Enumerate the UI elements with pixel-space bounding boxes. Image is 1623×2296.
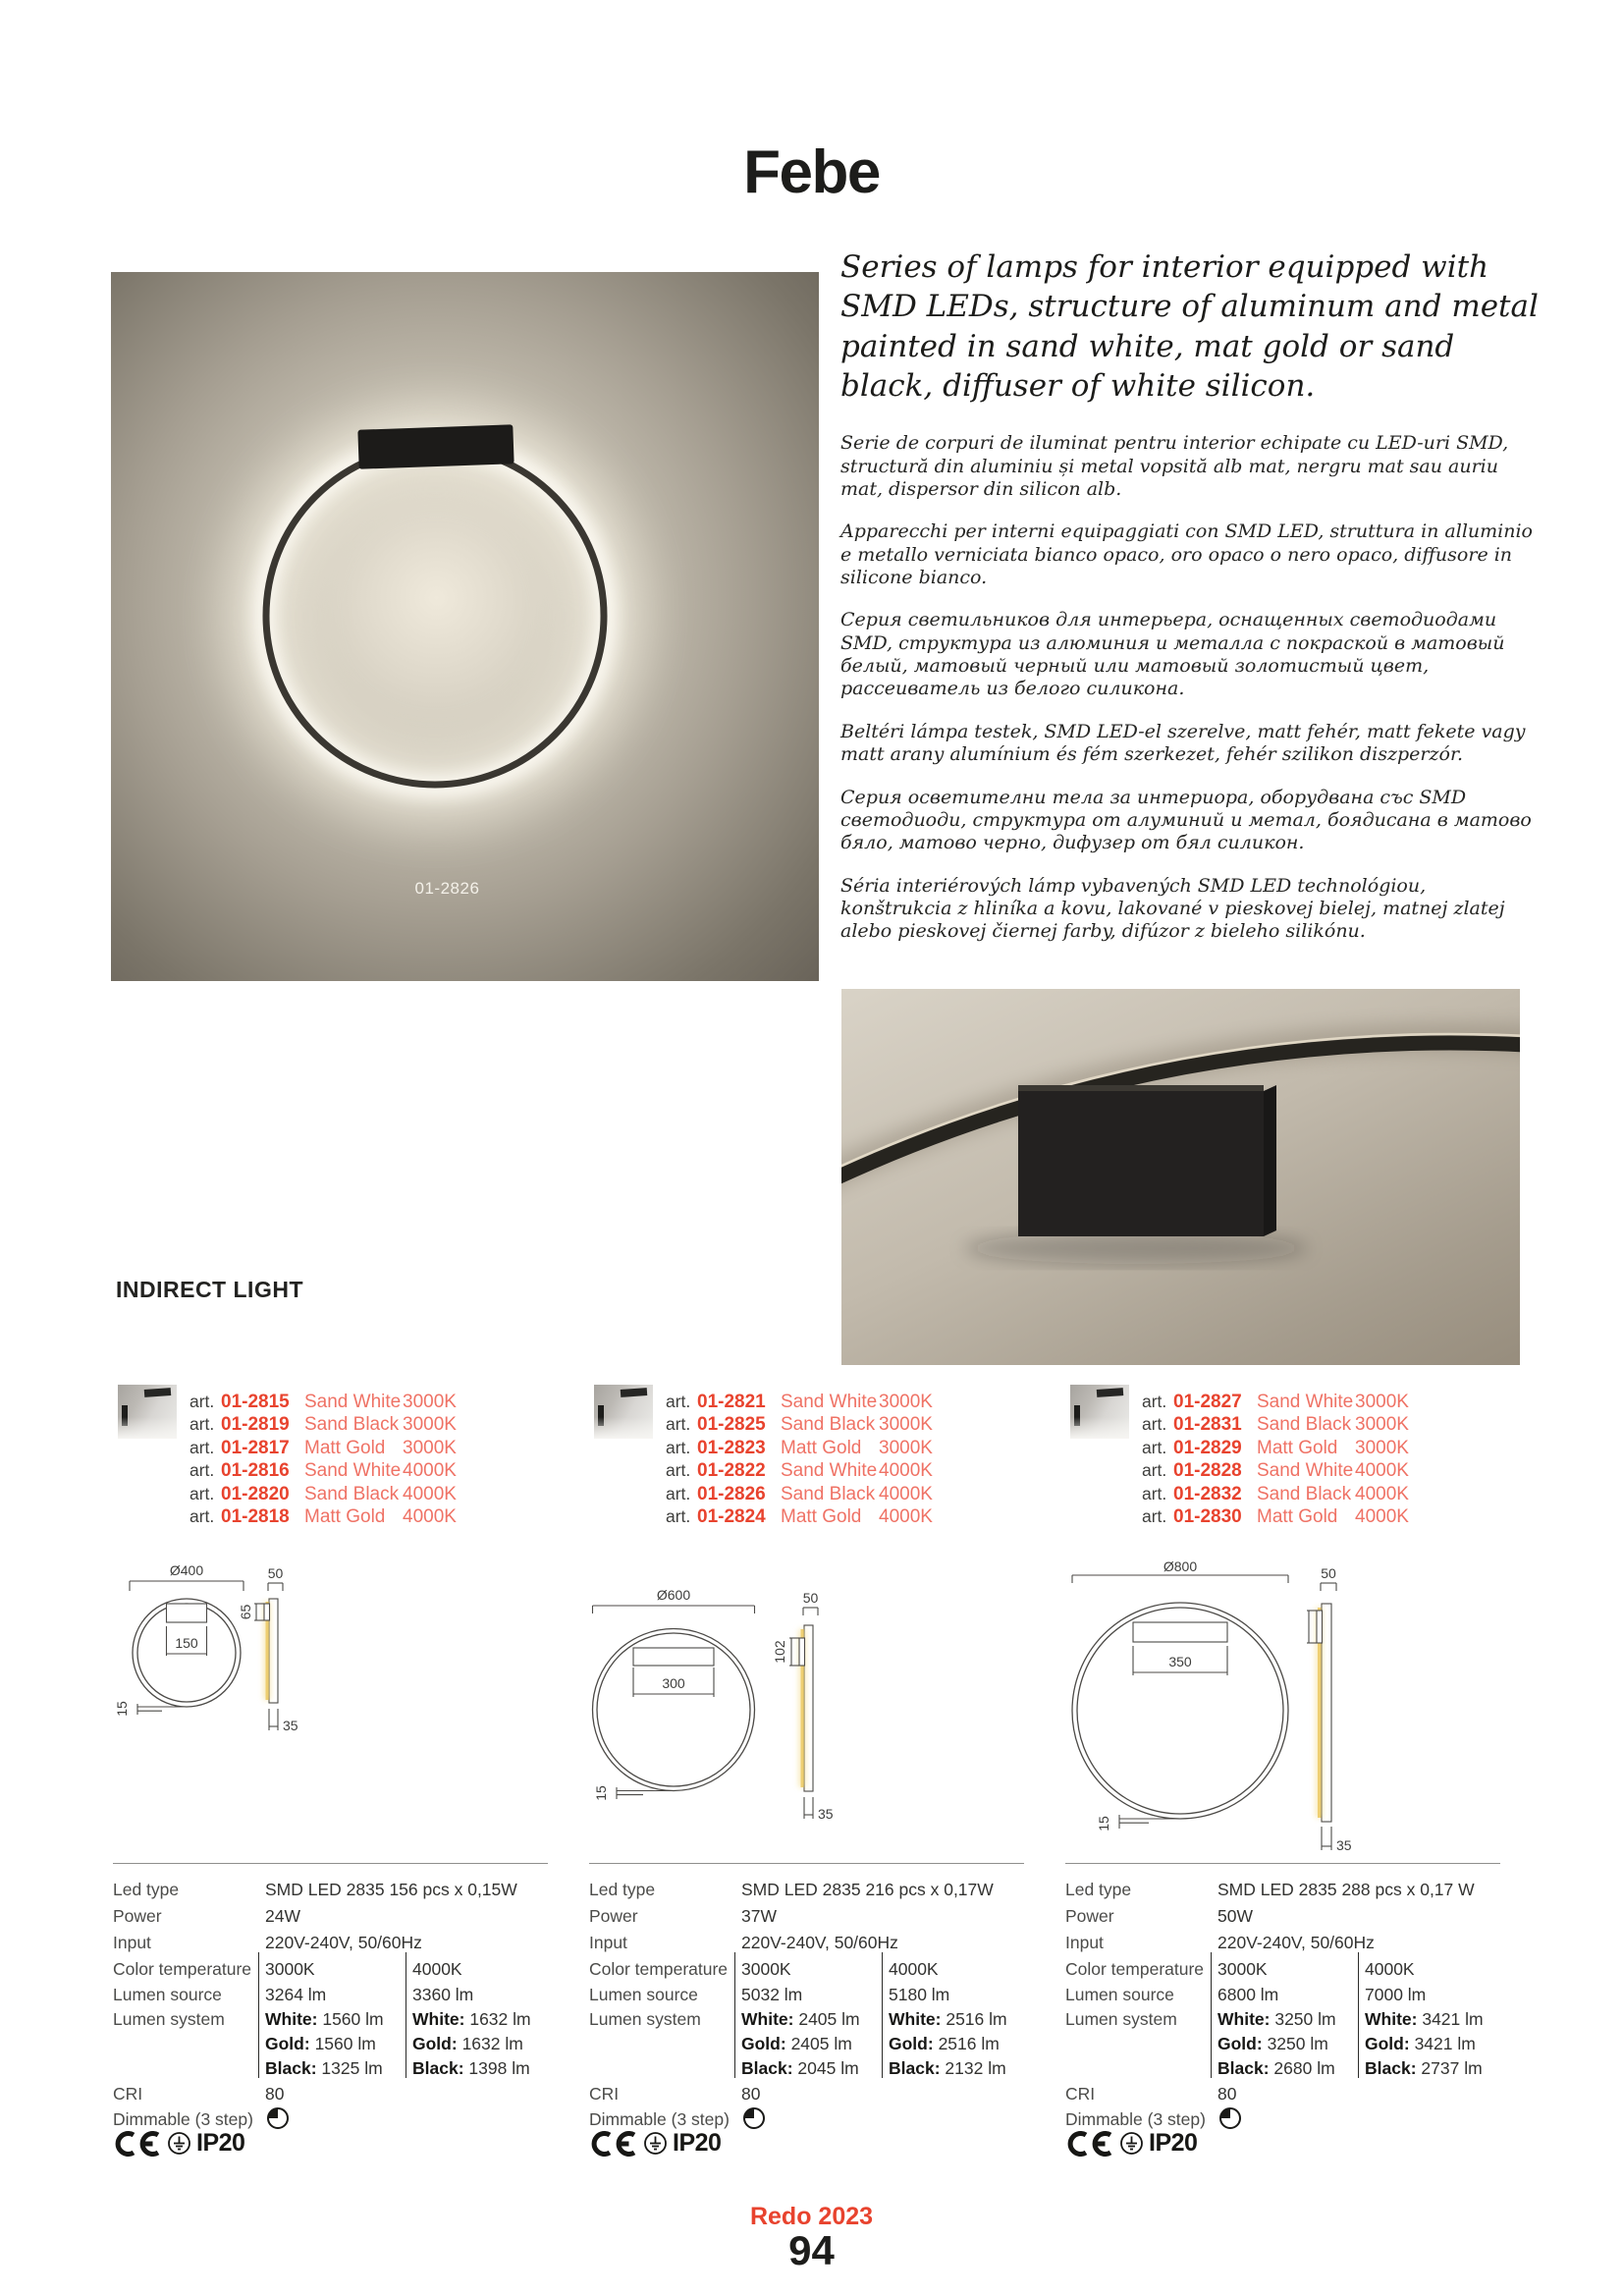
article-temp: 3000K: [403, 1414, 457, 1436]
article-prefix: art.: [666, 1437, 691, 1457]
article-temp: 4000K: [1355, 1460, 1409, 1482]
article-temp: 3000K: [403, 1392, 457, 1412]
article-finish: Matt Gold: [304, 1437, 386, 1458]
article-prefix: art.: [1142, 1460, 1167, 1481]
spec-row-cri: CRI 80: [113, 2084, 285, 2104]
ce-mark-icon: [589, 2131, 638, 2157]
article-finish: Sand White: [1257, 1460, 1354, 1482]
intro-paragraph-hu: Beltéri lámpa testek, SMD LED-el szerelve, matt fehér, matt fekete vagy matt arany alumínium és fém szerkezet, fehér szilikon diszperzór.: [840, 720, 1526, 766]
spec-row-lumen-gold: Gold: 2405 lm Gold: 2516 lm: [741, 2034, 1000, 2053]
article-prefix: art.: [189, 1437, 215, 1457]
spec-row-power: Power 24W: [113, 1906, 300, 1926]
article-code: 01-2831: [1173, 1414, 1242, 1436]
thumb-glow: [1070, 1417, 1129, 1439]
dimension-drawing-600: [589, 1561, 1031, 1886]
article-row: [1142, 1414, 1409, 1437]
article-list: [1142, 1392, 1409, 1529]
article-prefix: art.: [666, 1414, 691, 1435]
article-temp: 3000K: [879, 1414, 933, 1436]
article-prefix: art.: [189, 1414, 215, 1435]
product-column-400: [113, 1380, 555, 2175]
table-divider: [1358, 1952, 1359, 2078]
intro-block: [840, 247, 1542, 963]
article-finish: Sand White: [304, 1392, 402, 1412]
article-finish: Matt Gold: [1257, 1437, 1338, 1458]
earth-icon: [643, 2131, 668, 2156]
lamp-mount-box: [357, 424, 514, 468]
article-prefix: art.: [189, 1460, 215, 1481]
lamp-ring: [266, 447, 604, 785]
article-prefix: art.: [1142, 1414, 1167, 1435]
article-list: [666, 1392, 933, 1529]
article-row: [1142, 1460, 1409, 1483]
intro-paragraph-sk: Séria interiérových lámp vybavených SMD LED technológiou, konštrukcia z hliníka a kovu, lakované v pieskovej bielej, matnej zlatej alebo pieskovej čiernej farby, difúzor z bieleho silikónu.: [840, 874, 1505, 943]
article-finish: Matt Gold: [781, 1505, 862, 1527]
article-prefix: art.: [189, 1483, 215, 1503]
intro-paragraph-ru: Серия светильников для интерьера, оснащенных светодиодами SMD, структура из алюминия и металла с покраской в матовый белый, матовый черный или матовый золотистый цвет, рассеиватель из белого силикона.: [840, 609, 1505, 700]
article-code: 01-2817: [221, 1437, 290, 1458]
intro-paragraph-ro: Serie de corpuri de iluminat pentru interior echipate cu LED-uri SMD, structură din aluminiu și metal vopsită alb mat, nergru mat sau auriu mat, dispersor din silicon alb.: [840, 432, 1509, 500]
article-row: [666, 1438, 933, 1460]
ce-mark-icon: [113, 2131, 162, 2157]
spec-row-led: Led type SMD LED 2835 288 pcs x 0,17 W: [1065, 1880, 1475, 1899]
dim-diameter: Ø800: [1163, 1561, 1198, 1574]
article-row: [1142, 1484, 1409, 1506]
dim-offset: 15: [1096, 1816, 1111, 1831]
spec-row-power: Power 37W: [589, 1906, 777, 1926]
article-row: [189, 1484, 457, 1506]
dim-inner: 350: [1168, 1654, 1192, 1669]
article-finish: Matt Gold: [781, 1437, 862, 1458]
section-label: INDIRECT LIGHT: [116, 1277, 303, 1302]
spec-row-input: Input 220V-240V, 50/60Hz: [1065, 1933, 1375, 1952]
article-row: [666, 1460, 933, 1483]
dim-bottom: 35: [818, 1806, 834, 1822]
spec-row-color-temp: Color temperature 3000K 4000K: [1065, 1959, 1415, 1979]
certifications: [1065, 2129, 1197, 2158]
spec-row-lumen-black: Black: 2045 lm Black: 2132 lm: [741, 2058, 1006, 2078]
dim-bottom: 35: [283, 1718, 298, 1733]
article-temp: 4000K: [879, 1483, 933, 1504]
article-finish: Sand White: [781, 1392, 878, 1412]
dim-diameter: Ø600: [656, 1587, 691, 1603]
article-code: 01-2827: [1173, 1392, 1242, 1412]
article-code: 01-2816: [221, 1460, 290, 1482]
article-temp: 4000K: [403, 1483, 457, 1504]
spec-table: [589, 1863, 1024, 2176]
product-thumbnail: [1070, 1385, 1129, 1439]
article-code: 01-2828: [1173, 1460, 1242, 1482]
article-list: [189, 1392, 457, 1529]
lamp-detail-illustration: [841, 989, 1520, 1365]
lamp-mount-box-detail: [1018, 1091, 1264, 1236]
article-code: 01-2820: [221, 1483, 290, 1504]
article-row: [666, 1414, 933, 1437]
spec-table: [1065, 1863, 1500, 2176]
spec-row-led: Led type SMD LED 2835 156 pcs x 0,15W: [113, 1880, 517, 1899]
spec-row-lumen-system: Lumen system White: 1560 lm White: 1632 lm: [113, 2009, 531, 2029]
article-code: 01-2826: [697, 1483, 766, 1504]
dim-inner: 150: [175, 1635, 198, 1651]
article-row: [189, 1414, 457, 1437]
article-row: [666, 1506, 933, 1529]
dim-depth: 50: [267, 1565, 284, 1581]
article-temp: 4000K: [879, 1505, 933, 1527]
spec-row-lumen-black: Black: 1325 lm Black: 1398 lm: [265, 2058, 530, 2078]
ip-rating: IP20: [1149, 2129, 1198, 2157]
article-finish: Matt Gold: [1257, 1505, 1338, 1527]
article-code: 01-2819: [221, 1414, 290, 1436]
dimmer-icon: [741, 2105, 767, 2131]
product-column-600: [589, 1380, 1031, 2175]
footer-brand: Redo 2023: [749, 2203, 874, 2230]
product-photo-detail: [841, 989, 1520, 1365]
article-row: [666, 1392, 933, 1414]
article-prefix: art.: [1142, 1392, 1167, 1411]
article-temp: 4000K: [1355, 1505, 1409, 1527]
article-finish: Sand Black: [304, 1483, 400, 1504]
article-row: [189, 1392, 457, 1414]
article-temp: 3000K: [1355, 1437, 1409, 1458]
thumb-bracket: [1097, 1388, 1123, 1397]
spec-row-input: Input 220V-240V, 50/60Hz: [113, 1933, 422, 1952]
product-thumbnail: [118, 1385, 177, 1439]
article-temp: 3000K: [879, 1437, 933, 1458]
product-thumbnail: [594, 1385, 653, 1439]
article-prefix: art.: [189, 1505, 215, 1526]
ip-rating: IP20: [673, 2129, 722, 2157]
article-temp: 3000K: [1355, 1392, 1409, 1412]
article-code: 01-2832: [1173, 1483, 1242, 1504]
article-code: 01-2823: [697, 1437, 766, 1458]
article-code: 01-2822: [697, 1460, 766, 1482]
thumb-glow: [594, 1417, 653, 1439]
article-row: [189, 1506, 457, 1529]
article-finish: Sand Black: [304, 1414, 400, 1436]
spec-row-lumen-system: Lumen system White: 2405 lm White: 2516 lm: [589, 2009, 1007, 2029]
article-finish: Sand Black: [1257, 1483, 1352, 1504]
dim-depth: 50: [802, 1590, 819, 1606]
table-divider: [1211, 1952, 1212, 2078]
spec-row-color-temp: Color temperature 3000K 4000K: [589, 1959, 939, 1979]
thumb-glow: [118, 1417, 177, 1439]
spec-row-lumen-source: Lumen source 6800 lm 7000 lm: [1065, 1985, 1427, 2004]
article-prefix: art.: [1142, 1437, 1167, 1457]
spec-row-dimmable: Dimmable (3 step): [1065, 2109, 1500, 2133]
article-code: 01-2830: [1173, 1505, 1242, 1527]
spec-row-led: Led type SMD LED 2835 216 pcs x 0,17W: [589, 1880, 994, 1899]
dim-diameter: Ø400: [169, 1562, 204, 1578]
article-code: 01-2818: [221, 1505, 290, 1527]
dim-bottom: 35: [1336, 1837, 1352, 1853]
article-row: [1142, 1506, 1409, 1529]
dim-depth: 50: [1321, 1565, 1336, 1581]
article-row: [189, 1438, 457, 1460]
spec-row-lumen-source: Lumen source 5032 lm 5180 lm: [589, 1985, 950, 2004]
thumb-bracket: [621, 1388, 647, 1397]
article-temp: 4000K: [403, 1505, 457, 1527]
article-code: 01-2824: [697, 1505, 766, 1527]
table-divider: [882, 1952, 883, 2078]
certifications: [113, 2129, 244, 2158]
article-code: 01-2821: [697, 1392, 766, 1412]
ce-mark-icon: [1065, 2131, 1114, 2157]
table-divider: [734, 1952, 735, 2078]
dim-offset: 15: [593, 1785, 609, 1801]
article-code: 01-2829: [1173, 1437, 1242, 1458]
dimension-drawing-400: [113, 1561, 555, 1886]
article-finish: Matt Gold: [304, 1505, 386, 1527]
article-row: [666, 1484, 933, 1506]
article-row: [189, 1460, 457, 1483]
earth-icon: [167, 2131, 191, 2156]
product-column-800: [1065, 1380, 1507, 2175]
dimension-drawing-800: [1065, 1561, 1507, 1886]
intro-paragraph-it: Apparecchi per interni equipaggiati con SMD LED, struttura in alluminio e metallo verniciata bianco opaco, oro opaco o nero opaco, diffusore in silicone bianco.: [840, 520, 1533, 588]
article-temp: 3000K: [879, 1392, 933, 1412]
article-temp: 4000K: [403, 1460, 457, 1482]
dim-offset: 15: [114, 1701, 130, 1717]
spec-row-lumen-black: Black: 2680 lm Black: 2737 lm: [1217, 2058, 1483, 2078]
article-row: [1142, 1438, 1409, 1460]
article-finish: Sand Black: [1257, 1414, 1352, 1436]
product-photo-main: [111, 272, 819, 981]
article-finish: Sand Black: [781, 1414, 876, 1436]
ring-lamp-illustration: [111, 272, 819, 981]
article-prefix: art.: [189, 1392, 215, 1411]
page-number: 94: [788, 2227, 835, 2273]
spec-row-lumen-gold: Gold: 1560 lm Gold: 1632 lm: [265, 2034, 523, 2053]
article-finish: Sand White: [781, 1460, 878, 1482]
spec-row-dimmable: Dimmable (3 step): [589, 2109, 1024, 2133]
article-prefix: art.: [1142, 1505, 1167, 1526]
article-temp: 3000K: [1355, 1414, 1409, 1436]
earth-icon: [1119, 2131, 1144, 2156]
article-prefix: art.: [1142, 1483, 1167, 1503]
dim-inner: 300: [662, 1675, 685, 1691]
spec-row-power: Power 50W: [1065, 1906, 1253, 1926]
article-code: 01-2815: [221, 1392, 290, 1412]
spec-row-dimmable: Dimmable (3 step): [113, 2109, 548, 2133]
spec-row-cri: CRI 80: [589, 2084, 761, 2104]
article-code: 01-2825: [697, 1414, 766, 1436]
spec-row-lumen-system: Lumen system White: 3250 lm White: 3421 lm: [1065, 2009, 1484, 2029]
spec-row-cri: CRI 80: [1065, 2084, 1237, 2104]
dim-bracket: 102: [772, 1640, 787, 1664]
article-temp: 3000K: [403, 1437, 457, 1458]
article-finish: Sand White: [304, 1460, 402, 1482]
ip-rating: IP20: [196, 2129, 245, 2157]
article-temp: 4000K: [879, 1460, 933, 1482]
table-divider: [258, 1952, 259, 2078]
spec-table: [113, 1863, 548, 2176]
article-row: [1142, 1392, 1409, 1414]
spec-row-lumen-gold: Gold: 3250 lm Gold: 3421 lm: [1217, 2034, 1476, 2053]
article-temp: 4000K: [1355, 1483, 1409, 1504]
spec-row-input: Input 220V-240V, 50/60Hz: [589, 1933, 898, 1952]
dimmer-icon: [1217, 2105, 1243, 2131]
dim-bracket: 65: [238, 1604, 253, 1620]
article-prefix: art.: [666, 1392, 691, 1411]
article-prefix: art.: [666, 1505, 691, 1526]
thumb-bracket: [144, 1388, 171, 1397]
spec-row-lumen-source: Lumen source 3264 lm 3360 lm: [113, 1985, 474, 2004]
article-prefix: art.: [666, 1460, 691, 1481]
article-prefix: art.: [666, 1483, 691, 1503]
spec-row-color-temp: Color temperature 3000K 4000K: [113, 1959, 462, 1979]
article-finish: Sand Black: [781, 1483, 876, 1504]
intro-lead-en: Series of lamps for interior equipped with SMD LEDs, structure of aluminum and metal painted in sand white, mat gold or sand black, diffuser of white silicon.: [840, 249, 1539, 404]
dimmer-icon: [265, 2105, 291, 2131]
page-title: Febe: [743, 137, 880, 206]
intro-paragraph-bg: Серия осветителни тела за интериора, оборудвана със SMD светодиоди, структура от алуминий и метал, боядисана в матово бяло, матово черно, дифузер от бял силикон.: [840, 786, 1532, 854]
certifications: [589, 2129, 721, 2158]
photo-caption: 01-2826: [414, 879, 480, 898]
article-finish: Sand White: [1257, 1392, 1354, 1412]
